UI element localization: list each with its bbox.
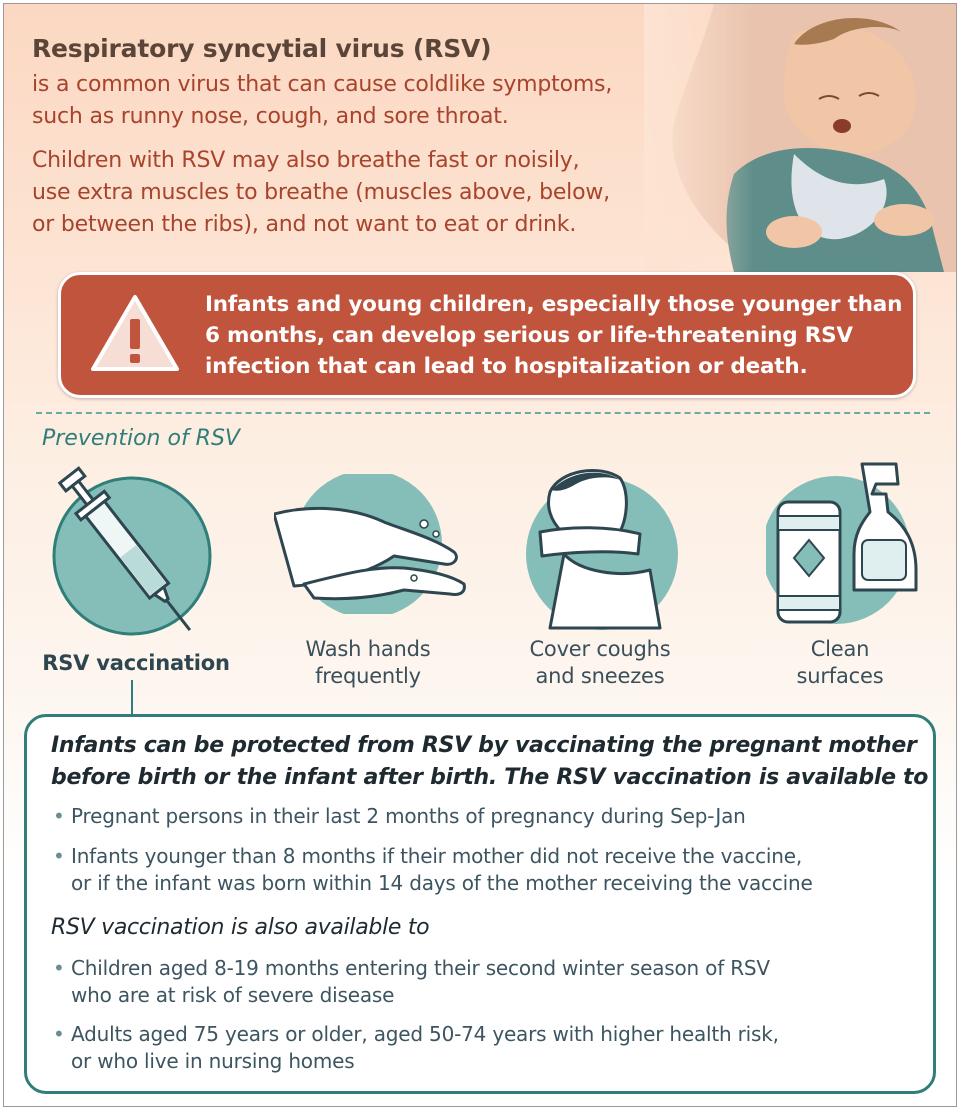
warning-text: Infants and young children, especially those younger than 6 months, can develop serious or life-threatening RSV infection that can lead to hospitalization or death.	[205, 292, 903, 379]
washing-hands-icon	[274, 474, 474, 614]
list-item: • Pregnant persons in their last 2 months of pregnancy during Sep-Jan	[53, 804, 746, 828]
info-subheading: RSV vaccination is also available to	[51, 915, 430, 940]
label-cover-coughs: Cover coughs and sneezes	[529, 637, 671, 688]
vaccination-connector	[131, 680, 133, 716]
list-item: • Adults aged 75 years or older, aged 50-74 years with higher health risk, or who live in nursing homes	[53, 1022, 779, 1073]
label-rsv-vaccination: RSV vaccination	[42, 651, 230, 675]
coughing-baby-illustration	[644, 4, 956, 272]
info-heading-line-2: before birth or the infant after birth. The RSV vaccination is available to	[51, 765, 929, 790]
intro-title: Respiratory syncytial virus (RSV)	[32, 34, 492, 63]
warning-banner	[58, 272, 916, 398]
intro-line-5: or between the ribs), and not want to eat or drink.	[32, 212, 577, 237]
intro-line-2: such as runny nose, cough, and sore throat.	[32, 104, 509, 129]
prevention-title: Prevention of RSV	[42, 426, 240, 451]
label-clean-surfaces: Clean surfaces	[796, 637, 884, 688]
warning-triangle-icon	[87, 291, 183, 375]
intro-line-4: use extra muscles to breathe (muscles above, below,	[32, 180, 610, 205]
vaccination-info-box	[24, 714, 936, 1094]
label-wash-hands: Wash hands frequently	[305, 637, 431, 688]
intro-line-1: is a common virus that can cause coldlike symptoms,	[32, 72, 613, 97]
info-heading-line-1: Infants can be protected from RSV by vaccinating the pregnant mother	[51, 733, 917, 758]
infographic-frame	[3, 3, 957, 1107]
list-item: • Infants younger than 8 months if their mother did not receive the vaccine, or if the infant was born within 14 days of the mother receiving the vaccine	[53, 844, 813, 895]
intro-line-3: Children with RSV may also breathe fast or noisily,	[32, 148, 580, 173]
list-item: • Children aged 8-19 months entering their second winter season of RSV who are at risk of severe disease	[53, 956, 770, 1007]
section-divider	[36, 412, 930, 414]
cleaning-supplies-icon	[766, 460, 936, 630]
syringe-icon	[44, 460, 214, 640]
cough-elbow-icon	[520, 462, 690, 632]
